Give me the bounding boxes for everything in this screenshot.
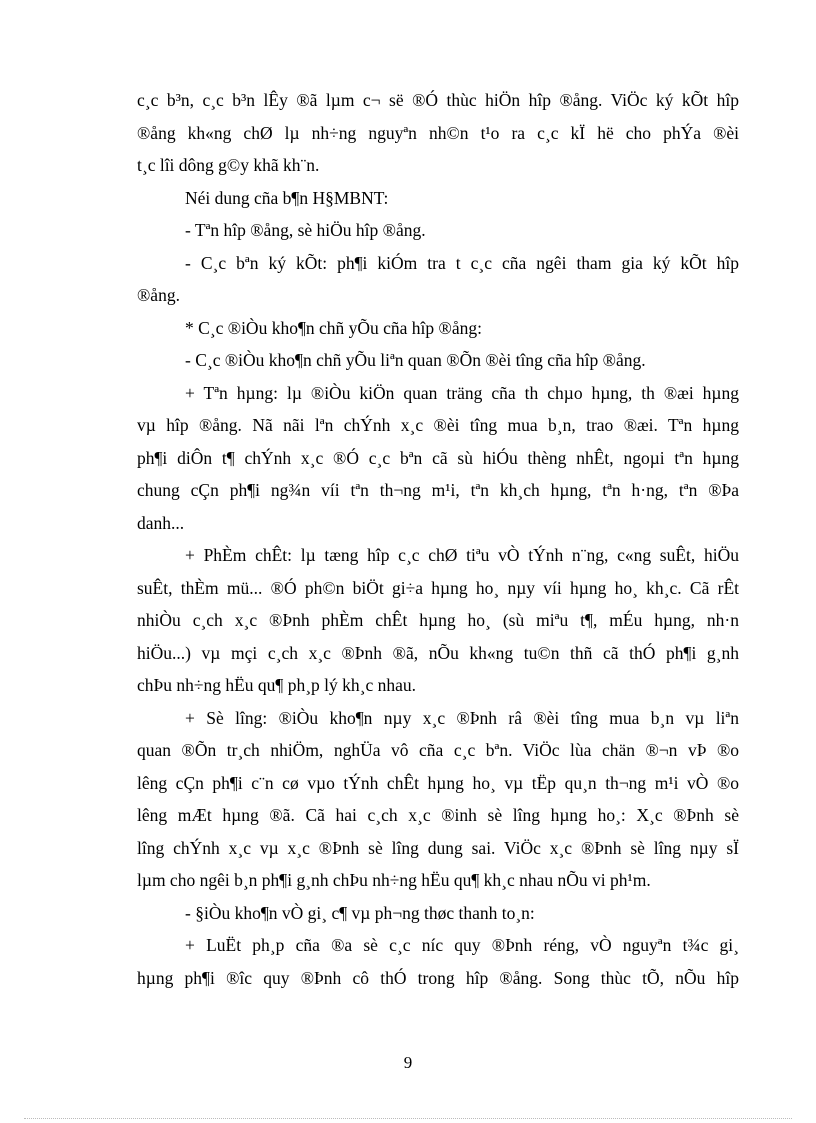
text-line: chung cÇn ph¶i ng¾n víi tªn th¬ng m¹i, tªn kh¸ch hµng, tªn h·ng, tªn ®Þa — [137, 480, 739, 500]
text-line: + PhÈm chÊt: lµ tæng hîp c¸c chØ tiªu vÒ tÝnh n¨ng, c«ng suÊt, hiÖu — [185, 545, 739, 565]
text-line: Néi dung cña b¶n H§MBNT: — [185, 187, 389, 208]
text-line: ®ång. — [137, 285, 180, 305]
text-line: + Tªn hµng: lµ ®iÒu kiÖn quan träng cña th chµo hµng, th ®æi hµng — [185, 382, 739, 403]
text-line: - §iÒu kho¶n vÒ gi¸ c¶ vµ ph¬ng thøc thanh to¸n: — [185, 902, 535, 923]
body-text — [137, 84, 739, 994]
text-line: ph¶i diÔn t¶ chÝnh x¸c ®Ó c¸c bªn cã sù hiÓu thèng nhÊt, ngoµi tªn hµng — [137, 447, 739, 468]
text-line: lêng cÇn ph¶i c¨n cø vµo tÝnh chÊt hµng ho¸ vµ tËp qu¸n th¬ng m¹i vÒ ®o — [137, 772, 739, 793]
text-line: hµng ph¶i ®îc quy ®Þnh cô thÓ trong hîp ®ång. Song thùc tÕ, nÕu hîp — [137, 967, 739, 988]
text-line: - C¸c ®iÒu kho¶n chñ yÕu liªn quan ®Õn ®èi tîng cña hîp ®ång. — [185, 350, 646, 370]
text-line: quan ®Õn tr¸ch nhiÖm, nghÜa vô cña c¸c bªn. ViÖc lùa chän ®¬n vÞ ®o — [137, 740, 739, 760]
text-line: - C¸c bªn ký kÕt: ph¶i kiÓm tra t c¸c cña ngêi tham gia ký kÕt hîp — [185, 252, 739, 273]
text-line: - Tªn hîp ®ång, sè hiÖu hîp ®ång. — [185, 220, 426, 240]
text-line: lµm cho ngêi b¸n ph¶i g¸nh chÞu nh÷ng hËu qu¶ kh¸c nhau nÕu vi ph¹m. — [137, 870, 651, 890]
text-line: lîng chÝnh x¸c vµ x¸c ®Þnh sè lîng dung sai. ViÖc x¸c ®Þnh sè lîng nµy sÏ — [137, 837, 739, 858]
text-line: hiÖu...) vµ mçi c¸ch x¸c ®Þnh ®ã, nÕu kh«ng tu©n thñ cã thÓ ph¶i g¸nh — [137, 642, 739, 663]
text-line: c¸c b³n, c¸c b³n lÊy ®ã lµm c¬ së ®Ó thùc hiÖn hîp ®ång. ViÖc ký kÕt hîp — [137, 90, 739, 110]
text-line: vµ hîp ®ång. Nã nãi lªn chÝnh x¸c ®èi tîng mua b¸n, trao ®æi. Tªn hµng — [137, 415, 739, 435]
text-line: + LuËt ph¸p cña ®a sè c¸c níc quy ®Þnh réng, vÒ nguyªn t¾c gi¸ — [185, 935, 739, 955]
text-line: danh... — [137, 512, 185, 533]
page-number: 9 — [403, 1053, 413, 1072]
text-line: t¸c lîi dông g©y khã kh¨n. — [137, 155, 320, 175]
footer-dotted-rule — [24, 1118, 792, 1119]
text-line: suÊt, thÈm mü... ®Ó ph©n biÖt gi÷a hµng ho¸ nµy víi hµng ho¸ kh¸c. Cã rÊt — [137, 577, 739, 598]
text-line: * C¸c ®iÒu kho¶n chñ yÕu cña hîp ®ång: — [185, 317, 482, 338]
text-line: lêng mÆt hµng ®ã. Cã hai c¸ch x¸c ®inh sè lîng hµng ho¸: X¸c ®Þnh sè — [137, 805, 739, 825]
text-line: + Sè lîng: ®iÒu kho¶n nµy x¸c ®Þnh râ ®èi tîng mua b¸n vµ liªn — [185, 707, 739, 728]
text-line: nhiÒu c¸ch x¸c ®Þnh phÈm chÊt hµng ho¸ (sù miªu t¶, mÉu hµng, nh·n — [137, 610, 739, 630]
text-line: chÞu nh÷ng hËu qu¶ ph¸p lý kh¸c nhau. — [137, 675, 417, 695]
text-line: ®ång kh«ng chØ lµ nh÷ng nguyªn nh©n t¹o ra c¸c kÏ hë cho phÝa ®èi — [137, 122, 739, 143]
